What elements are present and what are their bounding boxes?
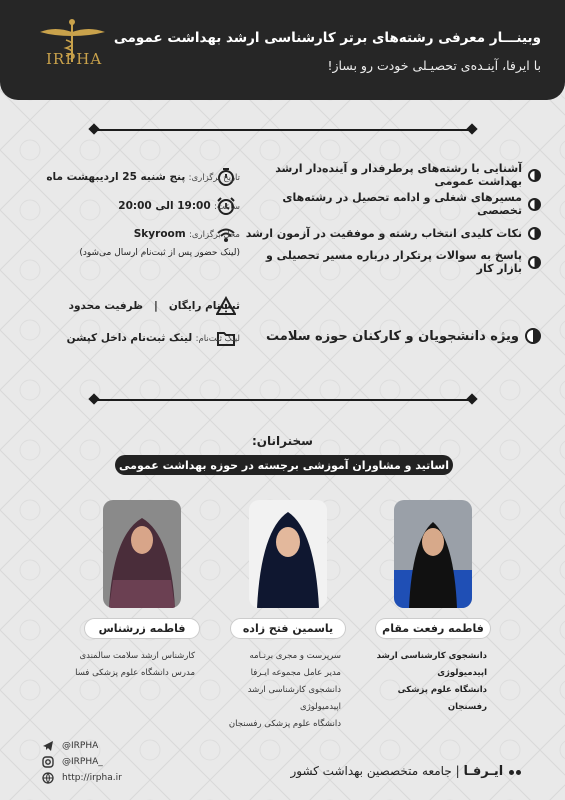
date-value: پنج شنبه 25 اردیبهشت ماه (46, 171, 186, 183)
audience-text: ویژه دانشجویان و کارکنان حوزه سلامت (266, 328, 519, 344)
speaker-photo-1 (394, 500, 472, 608)
registration-info (40, 300, 240, 312)
header-banner (0, 0, 565, 100)
dots-decoration (507, 764, 521, 778)
topic-text: آشنایی با رشته‌های پرطرفدار و آینده‌دار ارشد بهداشت عمومی (275, 162, 522, 188)
capacity-limited: ظرفیت محدود (68, 300, 144, 312)
divider-middle (88, 394, 478, 406)
event-venue (40, 228, 240, 240)
speaker-line: مدرس دانشگاه علوم پزشکی فسا (75, 668, 195, 678)
footer-brand (290, 764, 529, 779)
topic-text: نکات کلیدی انتخاب رشته و موفقیت در آزمون ارشد (245, 226, 522, 240)
telegram-icon (42, 740, 54, 752)
time-value: 19:00 الی 20:00 (118, 200, 211, 212)
webinar-title: وبینـــار معرفی رشته‌های برتر کارشناسی ارشد بهداشت عمومی (113, 30, 541, 46)
webinar-subtitle: با ایرفا، آینـده‌ی تحصیـلی خودت رو بساز! (327, 58, 541, 73)
telegram-link[interactable] (42, 740, 98, 752)
half-circle-icon (528, 169, 541, 182)
speakers-heading: سخنرانان: (252, 434, 313, 448)
speaker-line: دانشجوی کارشناسی ارشد اپیدمیولوژی (247, 685, 341, 712)
instagram-handle: @IRPHA_ (62, 757, 103, 767)
topic-item (241, 222, 541, 244)
telegram-handle: @IRPHA (62, 741, 99, 751)
website-url: http://irpha.ir (62, 773, 122, 783)
time-label: ساعت: (214, 202, 240, 212)
logo-text: IRPHA (46, 50, 103, 68)
topic-text: مسیرهای شغلی و ادامه تحصیل در رشته‌های تخصصی (282, 191, 522, 217)
topic-item (241, 251, 541, 273)
half-circle-icon (525, 328, 541, 344)
brand-tagline: جامعه متخصصین بهداشت کشور (290, 764, 452, 778)
registration-separator: | (154, 300, 158, 312)
speaker-line: دانشگاه علوم پزشکی رفسنجان (228, 719, 341, 729)
half-circle-icon (528, 256, 541, 269)
speaker-line: سرپرست و مجری برنـامه (249, 651, 341, 661)
speaker-description (70, 648, 195, 682)
speaker-photo-3 (103, 500, 181, 608)
registration-link (40, 332, 240, 344)
globe-icon (42, 772, 54, 784)
registration-free: ثبت‌نام رایگان (168, 300, 240, 312)
speaker-photo-2 (249, 500, 327, 608)
speaker-name-pill: فاطمه رفعت مقام (375, 618, 491, 639)
caduceus-logo (30, 18, 115, 78)
speaker-line: دانشگاه علوم پزشکی رفسنجان (397, 685, 487, 712)
website-link[interactable] (42, 772, 122, 784)
link-value[interactable]: لینک ثبت‌نام داخل کپشن (66, 332, 193, 344)
instagram-icon (42, 756, 54, 768)
venue-value: Skyroom (133, 228, 186, 240)
half-circle-icon (528, 227, 541, 240)
instagram-link[interactable] (42, 756, 103, 768)
topic-text: پاسخ به سوالات پرتکرار درباره مسیر تحصیلی و بازار کار (265, 249, 522, 275)
topic-item (241, 193, 541, 215)
speaker-line: مدیر عامل مجموعه ایـرفا (250, 668, 341, 678)
link-label: لینک ثبت‌نام: (195, 334, 240, 344)
speakers-banner: اساتید و مشاوران آموزشی برجسته در حوزه بهداشت عمومی (115, 455, 453, 475)
venue-note: (لینک حضور پس از ثبت‌نام ارسال می‌شود) (79, 248, 240, 258)
event-date (40, 171, 240, 183)
topic-item (241, 164, 541, 186)
speaker-description (216, 648, 341, 733)
brand-name: ایـرفـا (463, 764, 504, 779)
half-circle-icon (528, 198, 541, 211)
divider-top (88, 124, 478, 136)
event-time (40, 200, 240, 212)
brand-separator: | (455, 764, 460, 778)
speaker-name-pill: یاسمین فتح زاده (230, 618, 346, 639)
speaker-name-pill: فاطمه زرشناس (84, 618, 200, 639)
venue-label: محل برگزاری: (189, 230, 240, 240)
speaker-line: دانشجوی کارشناسی ارشد اپیدمیولوژی (376, 651, 487, 678)
speaker-description (362, 648, 487, 716)
audience-item (241, 325, 541, 347)
speaker-line: کارشناس ارشد سلامت سالمندی (79, 651, 195, 661)
date-label: تاریخ برگزاری: (188, 173, 240, 183)
